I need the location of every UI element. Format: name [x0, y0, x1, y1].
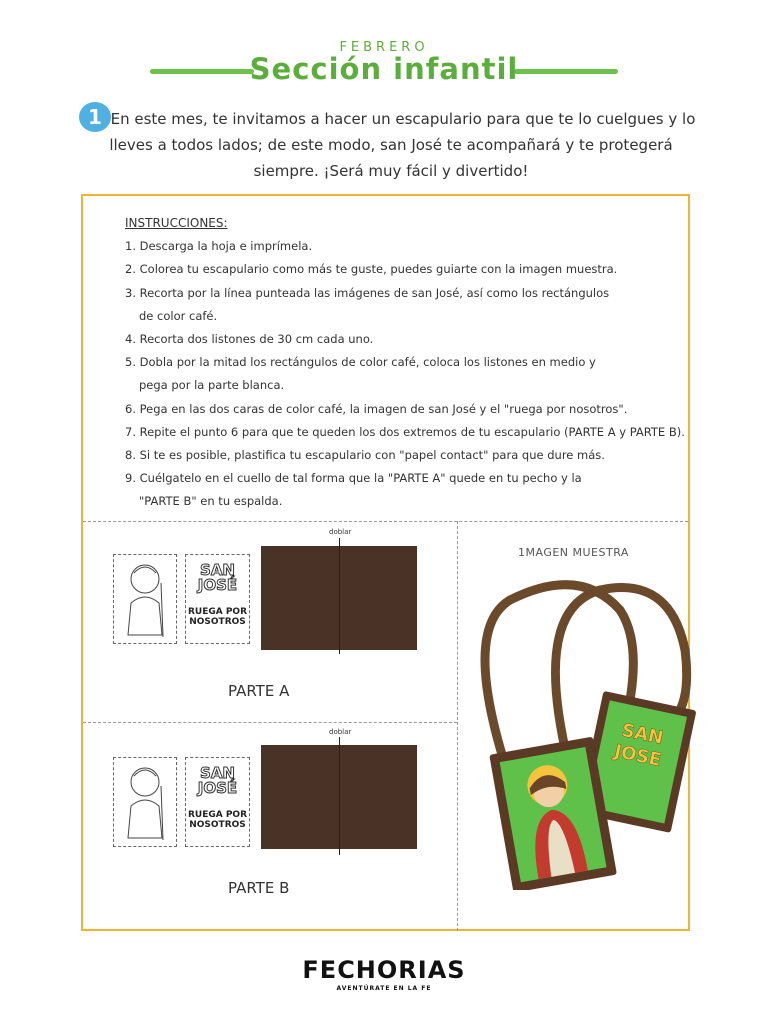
- instruction-line: 8. Si te es posible, plastifica tu escapulario con "papel contact" para que dure más.: [125, 448, 605, 463]
- saint-outline-card: [113, 554, 177, 644]
- parte-b-label: PARTE B: [228, 879, 290, 897]
- name-card: [185, 554, 250, 644]
- saint-outline-icon: [114, 555, 176, 643]
- sample-image-label: 1MAGEN MUESTRA: [518, 546, 629, 559]
- fold-label: doblar: [329, 528, 352, 536]
- parte-b-panel: [83, 723, 457, 923]
- instruction-line: "PARTE B" en tu espalda.: [139, 494, 283, 509]
- month-label: FEBRERO: [339, 40, 429, 55]
- svg-text:SAN: SAN: [619, 719, 666, 750]
- saint-outline-icon: [114, 758, 176, 846]
- fechorias-logo: FECHORIAS: [302, 956, 466, 984]
- scapular-sample-illustration: [470, 570, 700, 890]
- fold-label: doblar: [329, 728, 352, 736]
- name-card-subtitle: RUEGA POR NOSOTROS: [187, 607, 248, 627]
- instruction-line: 4. Recorta dos listones de 30 cm cada uno.: [125, 332, 374, 347]
- instruction-line: 6. Pega en las dos caras de color café, la imagen de san José y el "ruega por nosotros".: [125, 401, 628, 416]
- instruction-line: 2. Colorea tu escapulario como más te guste, puedes guiarte con la imagen muestra.: [125, 262, 618, 277]
- instruction-line: 9. Cuélgatelo en el cuello de tal forma que la "PARTE A" quede en tu pecho y la: [125, 471, 582, 486]
- step-number-badge: 1: [79, 102, 111, 132]
- instruction-line: 7. Repite el punto 6 para que te queden los dos extremos de tu escapulario (PARTE A y PARTE B).: [125, 424, 685, 439]
- svg-text:JOSE: JOSE: [612, 740, 664, 772]
- instruction-line: pega por la parte blanca.: [139, 378, 285, 393]
- cut-line-vertical: [457, 521, 458, 931]
- instructions-block: [125, 212, 685, 514]
- instructions-heading: INSTRUCCIONES:: [125, 216, 228, 230]
- instruction-line: 1. Descarga la hoja e imprímela.: [125, 239, 313, 254]
- instruction-line: 5. Dobla por la mitad los rectángulos de color café, coloca los listones en medio y: [125, 355, 596, 370]
- parte-a-panel: [83, 522, 457, 722]
- saint-outline-card: [113, 757, 177, 847]
- instruction-line: de color café.: [139, 308, 218, 323]
- fold-line: [339, 538, 340, 654]
- instruction-line: 3. Recorta por la línea punteada las imágenes de san José, así como los rectángulos: [125, 285, 610, 300]
- name-card-title: SAN JOSÉ: [197, 561, 238, 594]
- fold-line: [339, 737, 340, 855]
- title-row: [150, 52, 618, 92]
- parte-a-label: PARTE A: [228, 682, 290, 700]
- name-card: [185, 757, 250, 847]
- logo-tagline: AVENTÚRATE EN LA FE: [336, 985, 432, 992]
- name-card-subtitle: RUEGA POR NOSOTROS: [187, 810, 248, 830]
- page-title: Sección infantil: [249, 52, 519, 86]
- name-card-title: SAN JOSÉ: [197, 764, 238, 797]
- intro-paragraph: En este mes, te invitamos a hacer un escapulario para que te lo cuelgues y lo lleves a todos lados; de este modo, san José te acompañará y te protegerá siempre. ¡Será muy fácil y divertido!: [109, 110, 696, 180]
